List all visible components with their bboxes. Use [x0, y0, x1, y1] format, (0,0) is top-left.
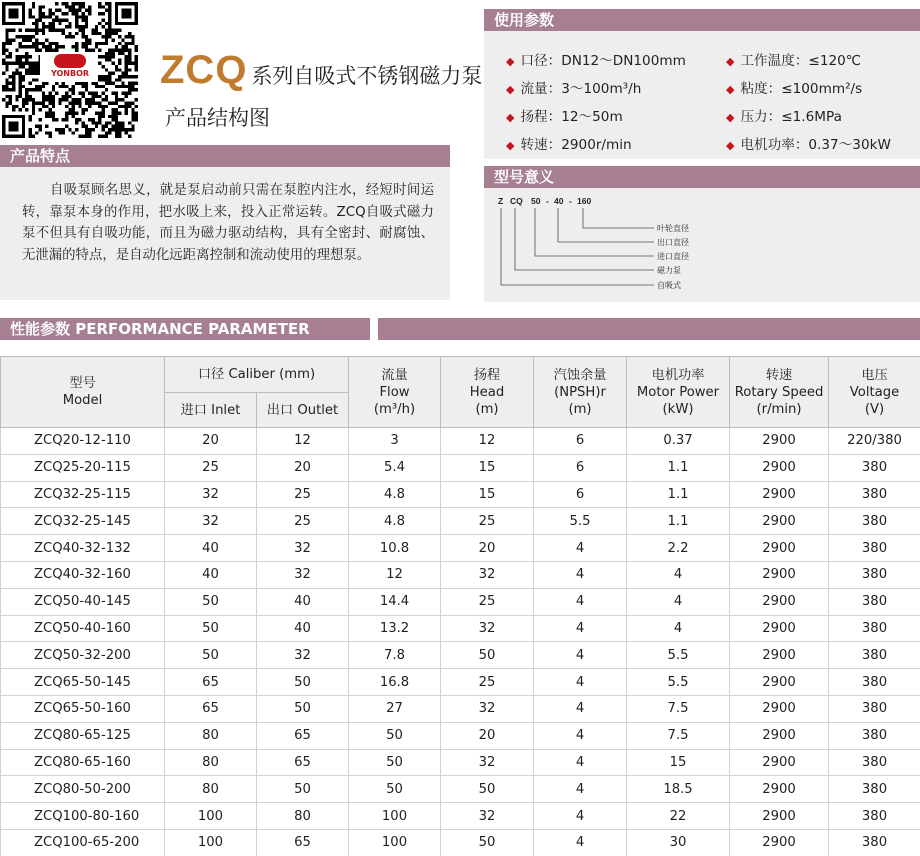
table-row: [1, 695, 920, 722]
table-cell: 0.37: [627, 428, 730, 455]
model-label: 自吸式: [657, 281, 681, 290]
table-cell: 100: [165, 829, 257, 856]
usage-row: [506, 47, 920, 75]
usage-item: 电机功率：0.37～30kW: [740, 137, 891, 153]
model-meaning-diagram: [484, 188, 920, 302]
table-row: [1, 588, 920, 615]
table-cell: 380: [829, 669, 920, 696]
model-meaning-heading: 型号意义: [484, 166, 920, 188]
diamond-bullet-icon: ◆: [506, 139, 515, 152]
table-cell: 12: [349, 561, 441, 588]
table-cell: 20: [257, 454, 349, 481]
table-cell: 40: [165, 561, 257, 588]
brand-logo-icon: [54, 54, 86, 68]
model-code-part: CQ: [510, 196, 523, 206]
features-heading: 产品特点: [0, 145, 450, 167]
table-cell: 2900: [730, 615, 829, 642]
table-cell: 4: [534, 535, 627, 562]
table-cell: 40: [257, 588, 349, 615]
table-header-row: [1, 357, 920, 393]
table-cell: 30: [627, 829, 730, 856]
usage-item: 口径：DN12～DN100mm: [520, 53, 686, 69]
usage-row: [506, 75, 920, 103]
features-text: 自吸泵顾名思义，就是泵启动前只需在泵腔内注水，经短时间运转，靠泵本身的作用，把水吸上来，投入正常运转。ZCQ自吸式磁力泵不但具有自吸功能，而且为磁力驱动结构，具有全密封、耐腐蚀、无泄漏的特点，是自动化远距离控制和流动使用的理想泵。: [0, 167, 450, 300]
table-cell: 80: [165, 749, 257, 776]
table-cell: 2900: [730, 695, 829, 722]
diamond-bullet-icon: ◆: [726, 83, 735, 96]
table-cell: 4: [534, 829, 627, 856]
model-code-part: Z: [498, 196, 504, 206]
model-cell: ZCQ50-40-145: [1, 588, 165, 615]
model-cell: ZCQ40-32-160: [1, 561, 165, 588]
table-cell: 380: [829, 615, 920, 642]
model-code-part: 160: [577, 196, 592, 206]
table-row: [1, 535, 920, 562]
table-cell: 15: [441, 454, 534, 481]
page-title: [160, 48, 482, 92]
table-cell: 380: [829, 454, 920, 481]
table-cell: 2900: [730, 561, 829, 588]
table-row: [1, 561, 920, 588]
table-cell: 380: [829, 535, 920, 562]
table-cell: 3: [349, 428, 441, 455]
table-cell: 380: [829, 561, 920, 588]
table-cell: 380: [829, 776, 920, 803]
table-cell: 380: [829, 803, 920, 830]
table-cell: 10.8: [349, 535, 441, 562]
table-cell: 380: [829, 749, 920, 776]
connector-line: [515, 208, 654, 270]
table-cell: 2900: [730, 803, 829, 830]
table-cell: 32: [257, 535, 349, 562]
table-cell: 5.5: [627, 642, 730, 669]
table-cell: 380: [829, 481, 920, 508]
table-cell: 4: [534, 749, 627, 776]
table-row: [1, 428, 920, 455]
table-cell: 32: [257, 642, 349, 669]
table-cell: 32: [441, 561, 534, 588]
table-cell: 27: [349, 695, 441, 722]
table-cell: 2900: [730, 428, 829, 455]
header-voltage: 电压 Voltage (V): [829, 357, 920, 428]
table-cell: 380: [829, 588, 920, 615]
header-caliber: 口径 Caliber (mm): [165, 357, 349, 393]
diamond-bullet-icon: ◆: [726, 139, 735, 152]
model-cell: ZCQ40-32-132: [1, 535, 165, 562]
table-cell: 50: [257, 669, 349, 696]
model-label: 叶轮直径: [657, 224, 689, 233]
table-cell: 16.8: [349, 669, 441, 696]
usage-item: 转速：2900r/min: [520, 137, 632, 153]
table-row: [1, 803, 920, 830]
table-cell: 1.1: [627, 508, 730, 535]
usage-heading: 使用参数: [484, 9, 920, 31]
table-cell: 380: [829, 695, 920, 722]
table-cell: 4: [534, 803, 627, 830]
usage-row: [506, 131, 920, 159]
table-cell: 220/380: [829, 428, 920, 455]
model-cell: ZCQ65-50-160: [1, 695, 165, 722]
table-row: [1, 776, 920, 803]
product-description: 系列自吸式不锈钢磁力泵: [251, 64, 483, 88]
model-code-part: 50: [531, 196, 541, 206]
table-cell: 32: [165, 481, 257, 508]
table-cell: 4.8: [349, 481, 441, 508]
table-cell: 25: [165, 454, 257, 481]
table-cell: 5.5: [534, 508, 627, 535]
table-row: [1, 615, 920, 642]
table-cell: 32: [441, 695, 534, 722]
table-cell: 25: [441, 508, 534, 535]
diamond-bullet-icon: ◆: [506, 55, 515, 68]
model-cell: ZCQ80-65-125: [1, 722, 165, 749]
table-cell: 14.4: [349, 588, 441, 615]
connector-line: [501, 208, 654, 285]
table-cell: 80: [257, 803, 349, 830]
header-motor-power: 电机功率 Motor Power (kW): [627, 357, 730, 428]
table-cell: 7.5: [627, 695, 730, 722]
diamond-bullet-icon: ◆: [726, 111, 735, 124]
table-cell: 380: [829, 829, 920, 856]
performance-table: [0, 356, 920, 856]
table-cell: 2900: [730, 588, 829, 615]
table-row: [1, 642, 920, 669]
model-cell: ZCQ25-20-115: [1, 454, 165, 481]
table-cell: 50: [349, 749, 441, 776]
table-cell: 50: [257, 695, 349, 722]
table-cell: 2900: [730, 669, 829, 696]
table-row: [1, 749, 920, 776]
table-cell: 65: [165, 669, 257, 696]
table-cell: 15: [627, 749, 730, 776]
table-cell: 12: [257, 428, 349, 455]
table-cell: 4: [627, 615, 730, 642]
table-cell: 50: [257, 776, 349, 803]
table-cell: 32: [441, 803, 534, 830]
model-code-part: -: [569, 196, 572, 206]
table-cell: 32: [441, 749, 534, 776]
performance-heading: [0, 318, 920, 340]
table-cell: 50: [349, 722, 441, 749]
usage-item: 扬程：12～50m: [520, 109, 623, 125]
model-cell: ZCQ32-25-145: [1, 508, 165, 535]
table-cell: 6: [534, 481, 627, 508]
model-label: 出口直径: [657, 238, 689, 247]
brand-logo: [40, 52, 98, 82]
table-cell: 380: [829, 722, 920, 749]
table-cell: 32: [165, 508, 257, 535]
table-cell: 25: [257, 481, 349, 508]
product-code: ZCQ: [160, 48, 248, 92]
model-label: 进口直径: [657, 252, 689, 261]
table-cell: 2900: [730, 749, 829, 776]
table-cell: 4: [627, 561, 730, 588]
model-cell: ZCQ100-80-160: [1, 803, 165, 830]
model-cell: ZCQ50-32-200: [1, 642, 165, 669]
table-cell: 2900: [730, 481, 829, 508]
model-cell: ZCQ20-12-110: [1, 428, 165, 455]
table-cell: 7.8: [349, 642, 441, 669]
table-cell: 18.5: [627, 776, 730, 803]
table-cell: 2900: [730, 454, 829, 481]
table-cell: 380: [829, 642, 920, 669]
table-cell: 4: [534, 776, 627, 803]
usage-item: 粘度：≤100mm²/s: [740, 81, 863, 97]
table-cell: 50: [165, 615, 257, 642]
table-cell: 4: [534, 615, 627, 642]
usage-row: [506, 103, 920, 131]
table-cell: 12: [441, 428, 534, 455]
model-cell: ZCQ80-65-160: [1, 749, 165, 776]
header-rotary-speed: 转速 Rotary Speed (r/min): [730, 357, 829, 428]
table-cell: 80: [165, 776, 257, 803]
table-cell: 25: [441, 669, 534, 696]
model-meaning-svg: [484, 188, 920, 302]
table-cell: 65: [165, 695, 257, 722]
table-cell: 50: [165, 642, 257, 669]
table-cell: 40: [257, 615, 349, 642]
table-cell: 50: [349, 776, 441, 803]
model-cell: ZCQ65-50-145: [1, 669, 165, 696]
header-outlet: 出口 Outlet: [257, 393, 349, 428]
connector-line: [535, 208, 654, 256]
table-cell: 4: [534, 588, 627, 615]
table-row: [1, 481, 920, 508]
table-cell: 25: [257, 508, 349, 535]
table-cell: 20: [165, 428, 257, 455]
diamond-bullet-icon: ◆: [506, 111, 515, 124]
table-row: [1, 722, 920, 749]
table-cell: 100: [349, 803, 441, 830]
table-cell: 4: [534, 669, 627, 696]
header-inlet: 进口 Inlet: [165, 393, 257, 428]
usage-item: 工作温度：≤120℃: [740, 53, 862, 69]
model-cell: ZCQ80-50-200: [1, 776, 165, 803]
table-cell: 32: [441, 615, 534, 642]
table-cell: 5.5: [627, 669, 730, 696]
table-cell: 50: [441, 829, 534, 856]
table-cell: 2.2: [627, 535, 730, 562]
table-cell: 2900: [730, 508, 829, 535]
model-cell: ZCQ32-25-115: [1, 481, 165, 508]
model-cell: ZCQ100-65-200: [1, 829, 165, 856]
table-row: [1, 454, 920, 481]
table-cell: 50: [441, 642, 534, 669]
table-cell: 20: [441, 722, 534, 749]
table-cell: 32: [257, 561, 349, 588]
table-cell: 2900: [730, 776, 829, 803]
diamond-bullet-icon: ◆: [726, 55, 735, 68]
table-cell: 20: [441, 535, 534, 562]
table-cell: 15: [441, 481, 534, 508]
table-row: [1, 508, 920, 535]
table-cell: 1.1: [627, 481, 730, 508]
table-cell: 2900: [730, 722, 829, 749]
model-code-part: -: [546, 196, 549, 206]
table-cell: 65: [257, 749, 349, 776]
table-cell: 1.1: [627, 454, 730, 481]
diamond-bullet-icon: ◆: [506, 83, 515, 96]
table-cell: 25: [441, 588, 534, 615]
table-cell: 13.2: [349, 615, 441, 642]
model-label: 磁力泵: [657, 266, 681, 275]
connector-line: [583, 208, 654, 228]
model-cell: ZCQ50-40-160: [1, 615, 165, 642]
table-cell: 65: [257, 722, 349, 749]
header-model: 型号 Model: [1, 357, 165, 428]
table-row: [1, 829, 920, 856]
performance-heading-text: 性能参数 PERFORMANCE PARAMETER: [10, 320, 310, 338]
table-cell: 80: [165, 722, 257, 749]
page-subtitle: 产品结构图: [165, 106, 270, 130]
table-cell: 22: [627, 803, 730, 830]
usage-item: 压力：≤1.6MPa: [740, 109, 842, 125]
usage-item: 流量：3～100m³/h: [520, 81, 642, 97]
table-cell: 7.5: [627, 722, 730, 749]
table-cell: 4: [534, 695, 627, 722]
table-cell: 4: [534, 561, 627, 588]
table-cell: 6: [534, 428, 627, 455]
connector-line: [558, 208, 654, 242]
table-cell: 2900: [730, 829, 829, 856]
table-cell: 65: [257, 829, 349, 856]
table-cell: 2900: [730, 535, 829, 562]
table-cell: 100: [349, 829, 441, 856]
table-cell: 4: [534, 642, 627, 669]
brand-logo-text: YONBOR: [50, 69, 90, 78]
header-head: 扬程 Head (m): [441, 357, 534, 428]
table-cell: 4: [627, 588, 730, 615]
table-cell: 6: [534, 454, 627, 481]
usage-panel: [484, 31, 920, 159]
table-cell: 50: [441, 776, 534, 803]
table-cell: 4: [534, 722, 627, 749]
performance-table-body: [1, 428, 920, 856]
header-npsh: 汽蚀余量 (NPSH)r (m): [534, 357, 627, 428]
table-cell: 50: [165, 588, 257, 615]
table-cell: 4.8: [349, 508, 441, 535]
table-cell: 380: [829, 508, 920, 535]
table-cell: 40: [165, 535, 257, 562]
model-code-part: 40: [554, 196, 564, 206]
table-row: [1, 669, 920, 696]
header-flow: 流量 Flow (m³/h): [349, 357, 441, 428]
table-cell: 2900: [730, 642, 829, 669]
table-cell: 100: [165, 803, 257, 830]
table-cell: 5.4: [349, 454, 441, 481]
